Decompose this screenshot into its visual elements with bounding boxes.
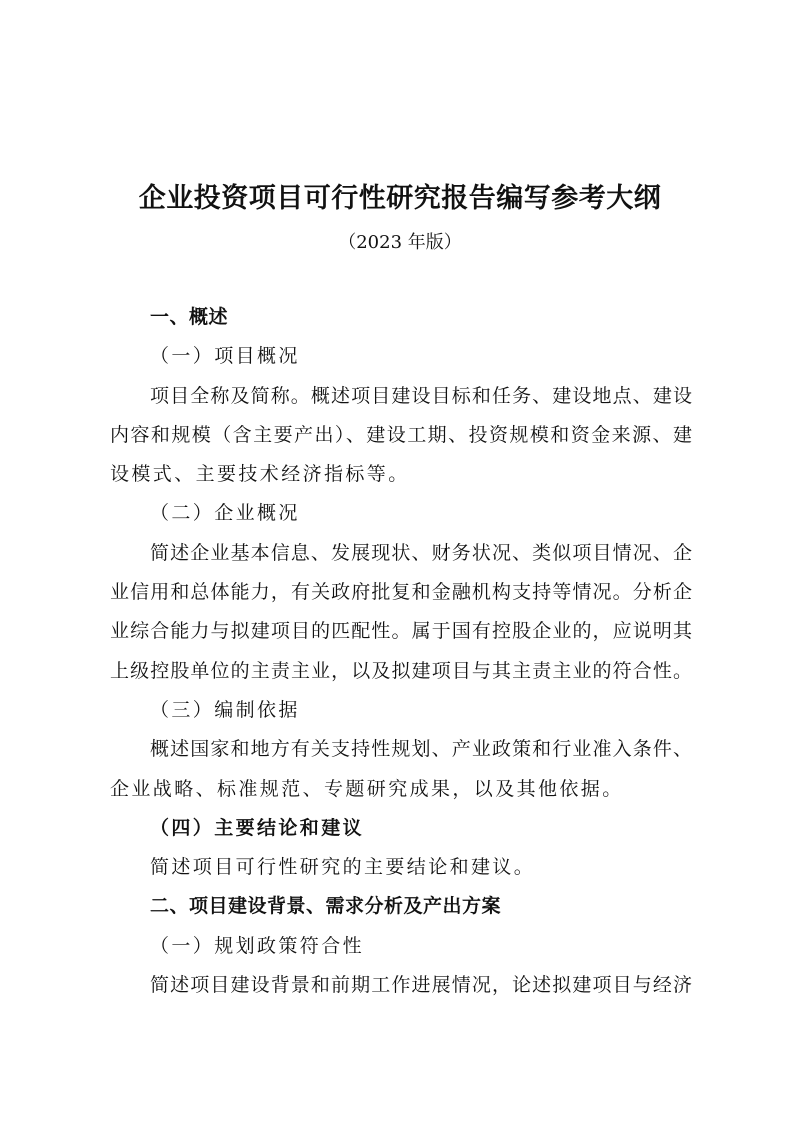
section-heading: 二、项目建设背景、需求分析及产出方案 — [150, 895, 502, 918]
paragraph-line: 上级控股单位的主责主业，以及拟建项目与其主责主业的符合性。 — [110, 659, 692, 682]
paragraph-line: 简述项目建设背景和前期工作进展情况，论述拟建项目与经济 — [150, 974, 692, 997]
paragraph-line: 企业战略、标准规范、专题研究成果，以及其他依据。 — [110, 777, 624, 800]
paragraph-line: 概述国家和地方有关支持性规划、产业政策和行业准入条件、 — [150, 738, 692, 761]
paragraph-line: 业综合能力与拟建项目的匹配性。属于国有控股企业的，应说明其 — [110, 620, 692, 643]
paragraph-line: 简述企业基本信息、发展现状、财务状况、类似项目情况、企 — [150, 541, 692, 564]
paragraph-line: 项目全称及简称。概述项目建设目标和任务、建设地点、建设 — [150, 384, 692, 407]
subsection-heading: （一）项目概况 — [150, 345, 300, 368]
subsection-heading: （二）企业概况 — [150, 502, 300, 525]
paragraph-line: 内容和规模（含主要产出）、建设工期、投资规模和资金来源、建 — [110, 423, 692, 446]
document-subtitle: （2023 年版） — [338, 232, 462, 253]
subsection-heading: （四）主要结论和建议 — [150, 816, 365, 839]
paragraph-line: 简述项目可行性研究的主要结论和建议。 — [150, 856, 536, 879]
document-title: 企业投资项目可行性研究报告编写参考大纲 — [138, 183, 662, 214]
section-heading: 一、概述 — [150, 306, 229, 328]
subsection-heading: （一）规划政策符合性 — [150, 934, 365, 957]
document-body — [110, 298, 692, 1005]
subsection-heading: （三）编制依据 — [150, 698, 300, 721]
paragraph-line: 设模式、主要技术经济指标等。 — [110, 463, 410, 486]
paragraph-line: 业信用和总体能力，有关政府批复和金融机构支持等情况。分析企 — [110, 581, 692, 604]
